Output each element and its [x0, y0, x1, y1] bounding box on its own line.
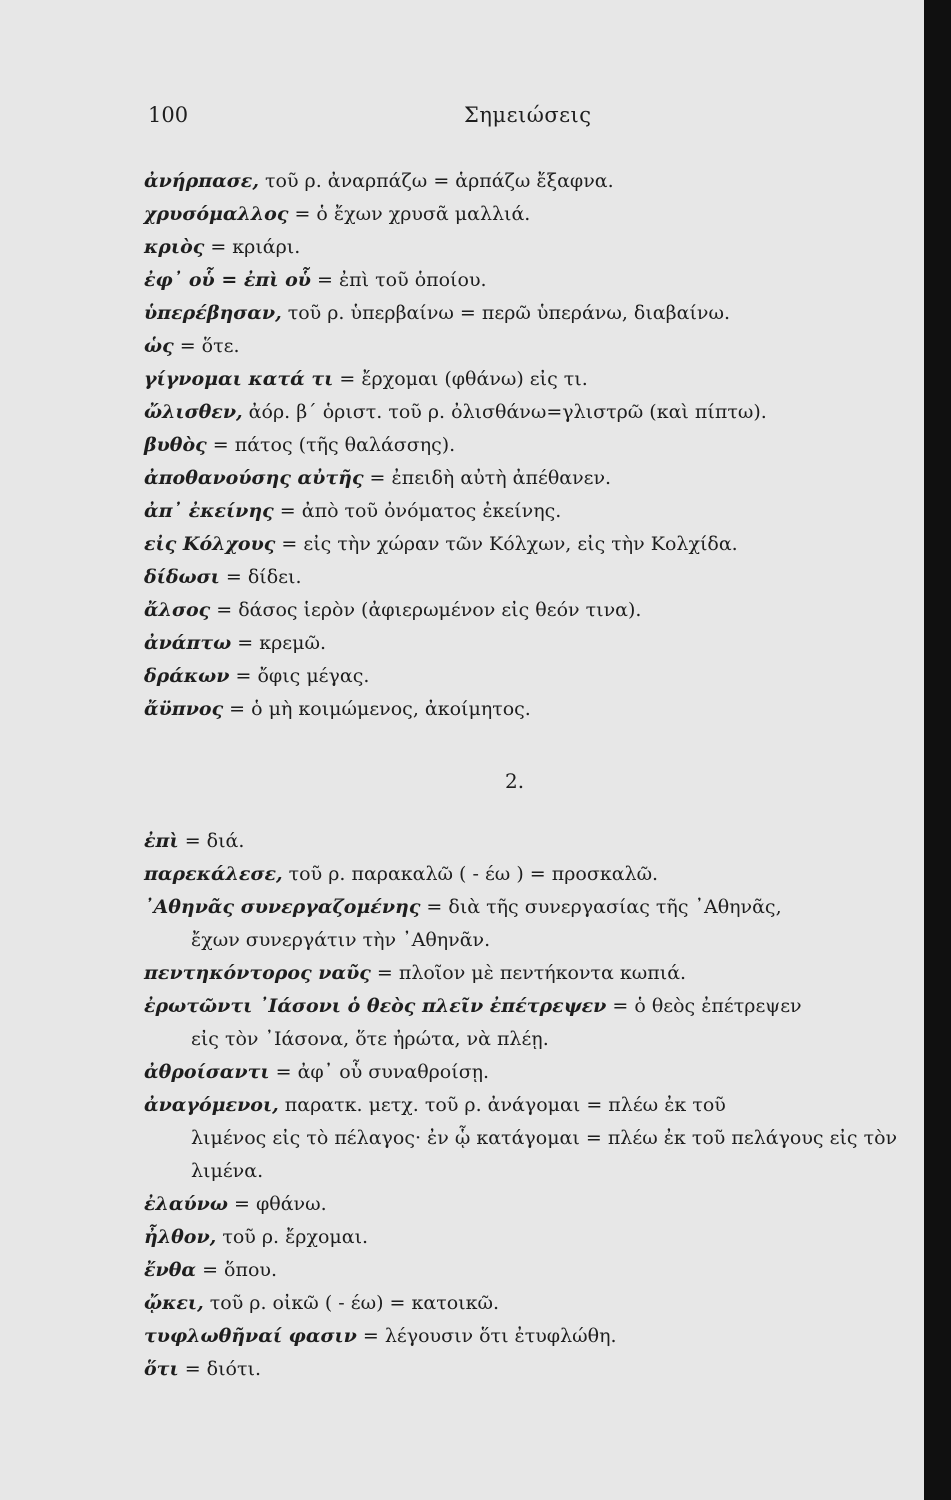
glossary-entry: ἀποθανούσης αὐτῆς = ἐπειδὴ αὐτὴ ἀπέθανεν. [144, 467, 612, 489]
glossary-entry: ἦλθον, τοῦ ρ. ἔρχομαι. [144, 1226, 369, 1248]
glossary-entry: ᾿Αθηνᾶς συνεργαζομένης = διὰ τῆς συνεργασίας τῆς ᾿Αθηνᾶς, ἔχων συνεργάτιν τὴν ᾿Αθηνᾶν. [144, 896, 782, 951]
glossary-entry: ὅτι = διότι. [144, 1358, 261, 1380]
glossary-entry: ἐλαύνω = φθάνω. [144, 1193, 327, 1215]
glossary-entry: ἀπ᾿ ἐκείνης = ἀπὸ τοῦ ὀνόματος ἐκείνης. [144, 500, 562, 522]
glossary-entry: ἐφ᾿ οὗ = ἐπὶ οὗ = ἐπὶ τοῦ ὁποίου. [144, 269, 487, 291]
glossary-entry: πεντηκόντορος ναῦς = πλοῖον μὲ πεντήκοντα κωπιά. [144, 962, 687, 984]
glossary-entry: ᾤκει, τοῦ ρ. οἰκῶ ( - έω) = κατοικῶ. [144, 1292, 500, 1314]
glossary-section-2 [144, 825, 904, 1386]
glossary-entry: ἀνήρπασε, τοῦ ρ. ἀναρπάζω = ἁρπάζω ἔξαφνα. [144, 170, 614, 192]
glossary-entry: εἰς Κόλχους = εἰς τὴν χώραν τῶν Κόλχων, εἰς τὴν Κολχίδα. [144, 533, 738, 555]
glossary-entry: ἄϋπνος = ὁ μὴ κοιμώμενος, ἀκοίμητος. [144, 698, 531, 720]
glossary-entry: ἔνθα = ὅπου. [144, 1259, 277, 1281]
glossary-entry: βυθὸς = πάτος (τῆς θαλάσσης). [144, 434, 456, 456]
glossary-entry: δίδωσι = δίδει. [144, 566, 302, 588]
section-number: 2. [505, 769, 525, 793]
glossary-entry: ὤλισθεν, ἀόρ. β΄ ὁριστ. τοῦ ρ. ὀλισθάνω=γλιστρῶ (καὶ πίπτω). [144, 401, 767, 423]
glossary-entry: τυφλωθῆναί φασιν = λέγουσιν ὅτι ἐτυφλώθη. [144, 1325, 617, 1347]
glossary-entry: ἀνάπτω = κρεμῶ. [144, 632, 326, 654]
glossary-entry: παρεκάλεσε, τοῦ ρ. παρακαλῶ ( - έω ) = προσκαλῶ. [144, 863, 659, 885]
glossary-entry: ὑπερέβησαν, τοῦ ρ. ὑπερβαίνω = περῶ ὑπεράνω, διαβαίνω. [144, 302, 730, 324]
glossary-entry: δράκων = ὄφις μέγας. [144, 665, 370, 687]
glossary-entry: ἀναγόμενοι, παρατκ. μετχ. τοῦ ρ. ἀνάγομαι = πλέω ἐκ τοῦ λιμένος εἰς τὸ πέλαγος· ἐν ᾧ κατάγομαι = πλέω ἐκ τοῦ πελάγους εἰς τὸν λιμένα. [144, 1094, 898, 1182]
scan-edge [924, 0, 951, 1500]
running-title: Σημειώσεις [464, 103, 592, 127]
glossary-entry: κριὸς = κριάρι. [144, 236, 301, 258]
glossary-entry: ὡς = ὅτε. [144, 335, 240, 357]
glossary-entry: γίγνομαι κατά τι = ἔρχομαι (φθάνω) εἰς τι. [144, 368, 588, 390]
glossary-entry: ἄλσος = δάσος ἱερὸν (ἀφιερωμένον εἰς θεόν τινα). [144, 599, 642, 621]
glossary-entry: ἀθροίσαντι = ἀφ᾿ οὗ συναθροίσῃ. [144, 1061, 490, 1083]
glossary-entry: χρυσόμαλλος = ὁ ἔχων χρυσᾶ μαλλιά. [144, 203, 531, 225]
glossary-section-1 [144, 165, 904, 726]
glossary-entry: ἐπὶ = διά. [144, 830, 245, 852]
page-number: 100 [148, 103, 189, 127]
glossary-entry: ἐρωτῶντι ᾿Ιάσονι ὁ θεὸς πλεῖν ἐπέτρεψεν = ὁ θεὸς ἐπέτρεψεν εἰς τὸν ᾿Ιάσονα, ὅτε ἠρώτα, νὰ πλέῃ. [144, 995, 802, 1050]
